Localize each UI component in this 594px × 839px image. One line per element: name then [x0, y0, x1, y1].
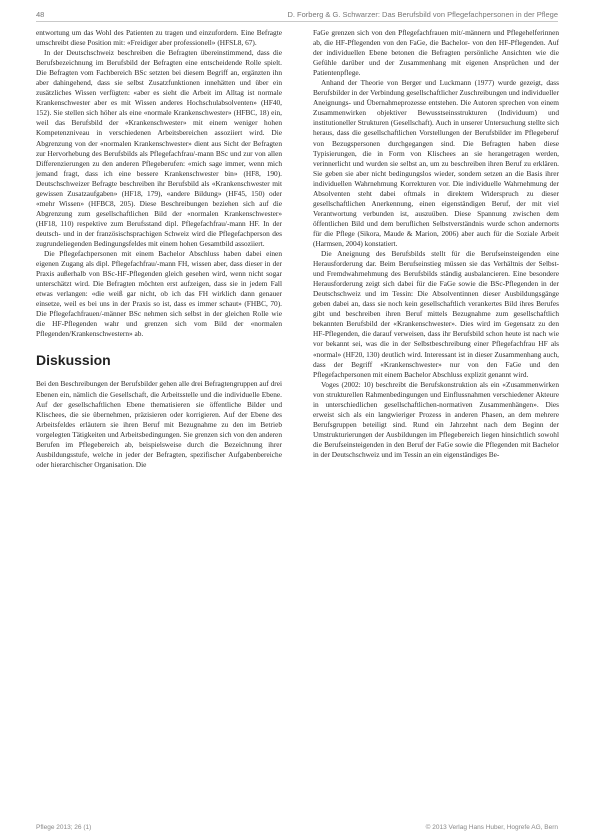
- body-paragraph: Bei den Beschreibungen der Berufsbilder gehen alle drei Befragtengruppen auf drei Ebenen ein, nämlich die Gesellschaft, die Arbeitsstelle und die individuelle Ebene. Auf der gesellschaftlichen Ebene thematisieren sie öffentliche Bilder und Klischees, die sie übernehmen, präzisieren oder korrigieren. Auf der Ebene des Arbeitsfeldes erläutern sie ihren Beruf mit Bezugnahme zu den im Betrieb vorgelegten Tätigkeiten und Arbeitsbedingungen. Sie grenzen sich von den anderen Berufen im Pflegebereich ab, beispielsweise durch die Bezeichnung ihrer Ausbildungsstufe, welche in jeder der Befragten, spezifischer Aufgabenbereiche oder hierarchischer Organisation. Die: [36, 379, 282, 469]
- page-number: 48: [36, 10, 45, 19]
- page-header: [36, 8, 558, 22]
- right-column: [313, 28, 559, 460]
- body-paragraph: Anhand der Theorie von Berger und Luckmann (1977) wurde gezeigt, dass Berufsbilder in der Verbindung gesellschaftlicher Zuschreibungen und individueller Aneignungs- und Übernahmeprozesse entstehen. Die Autoren sprechen von einem Zusammenwirken objektiver Bewusstseinsstrukturen (Individuum) und institutioneller Strukturen (Gesellschaft). Auch in unserer Untersuchung stellte sich heraus, dass die gesellschaftlichen Vorstellungen der Berufsbilder im Pflegeberuf von Bezugspersonen durchgegangen sind. Die Befragten haben diese Typisierungen, die in Form von Klischees an sie herangetragen werden, verinnerlicht und wurden sie selbst an, um zu beschreiben ihren Beruf zu erklären. Sie geben sie aber nicht bedingungslos wieder, sondern setzen an die Basis ihrer individuellen Wahrnehmung Korrekturen vor. Die individuelle Wahrnehmung der Absolventen steht dabei oftmals in direktem Widerspruch zu dieser gesellschaftlichen Anerkennung, einen eigenständigen Beruf, der mit viel Verantwortung verbunden ist, auszuüben. Diese Spannung zwischen dem öffentlichen Bild und dem beruflichen Selbstverständnis wurde schon andernorts für die Pflege (Sikora, Maude & Marion, 2006) aber auch für die Soziale Arbeit (Harmsen, 2004) konstatiert.: [313, 78, 560, 248]
- body-paragraph: Die Pflegefachpersonen mit einem Bachelor Abschluss haben dabei einen eigenen Zugang als dipl. Pflegefachfrau/-mann FH, wissen aber, dass dieser in der Praxis außerhalb von BSc-HF-Pflegenden gleich gesehen wird, wenn nicht sogar unterschätzt wird. Die Befragten möchten erst aufzeigen, dass sie in jedem Fall etwas verlangen: «die weiß gar nicht, ob ich das FH wirklich dann genauer einsetze, weil es bei uns in der Praxis so ist, dass es immer schaut» (FHBC, 70). Die Pflegefachfrauen/-männer BSc nehmen sich selbst in der gleichen Rolle wie die HF-Pflegenden wahr und grenzen sich vom Bild der «normalen Pflegenden/Krankenschwestern» ab.: [36, 249, 282, 339]
- header-rule: [36, 21, 558, 22]
- left-column: [36, 28, 282, 470]
- body-paragraph: entwortung um das Wohl des Patienten zu tragen und einzufordern. Eine Befragte umschreibt diese Position mit: «Freidiger aber professionell» (HFSL8, 67).: [36, 28, 282, 48]
- section-heading: Diskussion: [36, 352, 111, 369]
- footer-journal: Pflege 2013; 26 (1): [36, 824, 92, 831]
- body-paragraph: Die Aneignung des Berufsbilds stellt für die Berufseinsteigenden eine Herausforderung dar. Beim Berufseinstieg müssen sie das Verhältnis der Selbst- und Fremdwahrnehmung des Berufsbilds ständig ausbalancieren. Eine besondere Herausforderung zeigt sich dabei für die FaGe sowie die BSc-Pflegenden in der Deutschschweiz und im Tessin: Die Absolventinnen dieser Ausbildungsgänge geben dabei an, dass sie noch kein gesellschaftlich verankertes Bild ihres Berufes gibt und beschreiben ihren Beruf mittels Bezugnahme zum gesellschaftlich bekannten Berufsbild der «Krankenschwester». Dies wird im Gegensatz zu den HF-Pflegenden, die darauf verweisen, dass ihr Berufsbild schon heute ist nach wie vor bekannt sei, was die in der Selbstbeschreibung einer Pflegefachfrau HF als «normal» (HF20, 130) deutlich wird. Interessant ist in dieser Zusammenhang auch, dass der Begriff «Krankenschwester» nur von den FaGe und den Pflegefachpersonen mit einem Bachelor Abschluss explizit genannt wird.: [313, 249, 559, 379]
- body-paragraph: FaGe grenzen sich von den Pflegefachfrauen mit/-männern und Pflegehelferinnen ab, die HF-Pflegenden von den FaGe, die Bachelor- von den HF-Pflegenden. Auf der individuellen Ebene betonen die Befragten persönliche Ansichten wie die Gefühle darüber und der Zusammenhang mit eigenen Ansprüchen und der Patientenpflege.: [313, 28, 559, 78]
- body-paragraph: Voges (2002: 10) beschreibt die Berufskonstruktion als ein «Zusammenwirken von strukturellen Rahmenbedingungen und Einflussnahmen verschiedener Akteure in unterschiedlichen gesellschaftlichen-normativen Zusammenhängen». Dies erweist sich als ein langwieriger Prozess in anderen Phasen, an dem mehrere Berufsgruppen beteiligt sind. Rund ein Jahrzehnt nach dem Beginn der Umstrukturierungen der Ausbildungen im Pflegebereich liegen hinsichtlich sowohl die Berufseinsteigenden in den Beruf der FaGe sowie die Pflegenden mit Bachelor in der Deutschschweiz und im Tessin an ein eigenständiges Be-: [313, 379, 559, 459]
- page-footer: [36, 824, 558, 834]
- body-paragraph: In der Deutschschweiz beschreiben die Befragten übereinstimmend, dass die Berufsbezeichnung im Berufsbild der Befragten eine entscheidende Rolle spielt. Die Befragten vom Fachbereich BSc setzten bei diesem Begriff an, ergänzten ihn aber dahingehend, dass sie selbst Zusatzfunktionen innehätten und über ein zusätzliches Wissen verfügten: «aber es sieht die Arbeit im Alltag ist normale Krankenschwester aber es mit Wissen anderes Hochschulabsolventen» (HF40, 152). Sie stellen sich höher als eine «normale Krankenschwester» (HFBC, 18) ein, weil das Berufsbild der «Krankenschwester» mit einem weniger hohen Kompetenzniveau in verschiedenen Arbeitsbereichen assoziiert wird. Die Abgrenzung von der «normalen Krankenschwester» dient aus Sicht der Befragten zur Hervorhebung des Berufsbilds als Pflegefachfrau/-mann BSc und zur von allen Differenzierungen zu den anderen Pflegeberufen: «mich sage immer, wenn mich jemand fragt, dass ich eine bessere Krankenschwester bin» (HF8, 190). Deutschschweizer Befragte beschreiben ihr Berufsbild als «Krankenschwester mit gewissen Zusatzaufgaben» (HF18, 179), «andere Bildung» (HF45, 150) oder «mehr Wissen» (HFBC8, 205). Diese Beschreibungen beziehen sich auf die Abgrenzung zum gesellschaftlichen Bild der «normalen Krankenschwester» (HF18, 110) respektive zum Berufsstand dipl. Pflegefachfrau/-mann HF. In der deutsch- und in der französischsprachigen Schweiz wird die Pflegefachperson des zugrundeliegenden Bedingungsfeldes mit einem hohen Gesamtbild assoziiert.: [36, 48, 282, 248]
- footer-copyright: © 2013 Verlag Hans Huber, Hogrefe AG, Bern: [425, 824, 558, 831]
- running-title: D. Forberg & G. Schwarzer: Das Berufsbild von Pflegefachpersonen in der Pflege: [287, 10, 558, 19]
